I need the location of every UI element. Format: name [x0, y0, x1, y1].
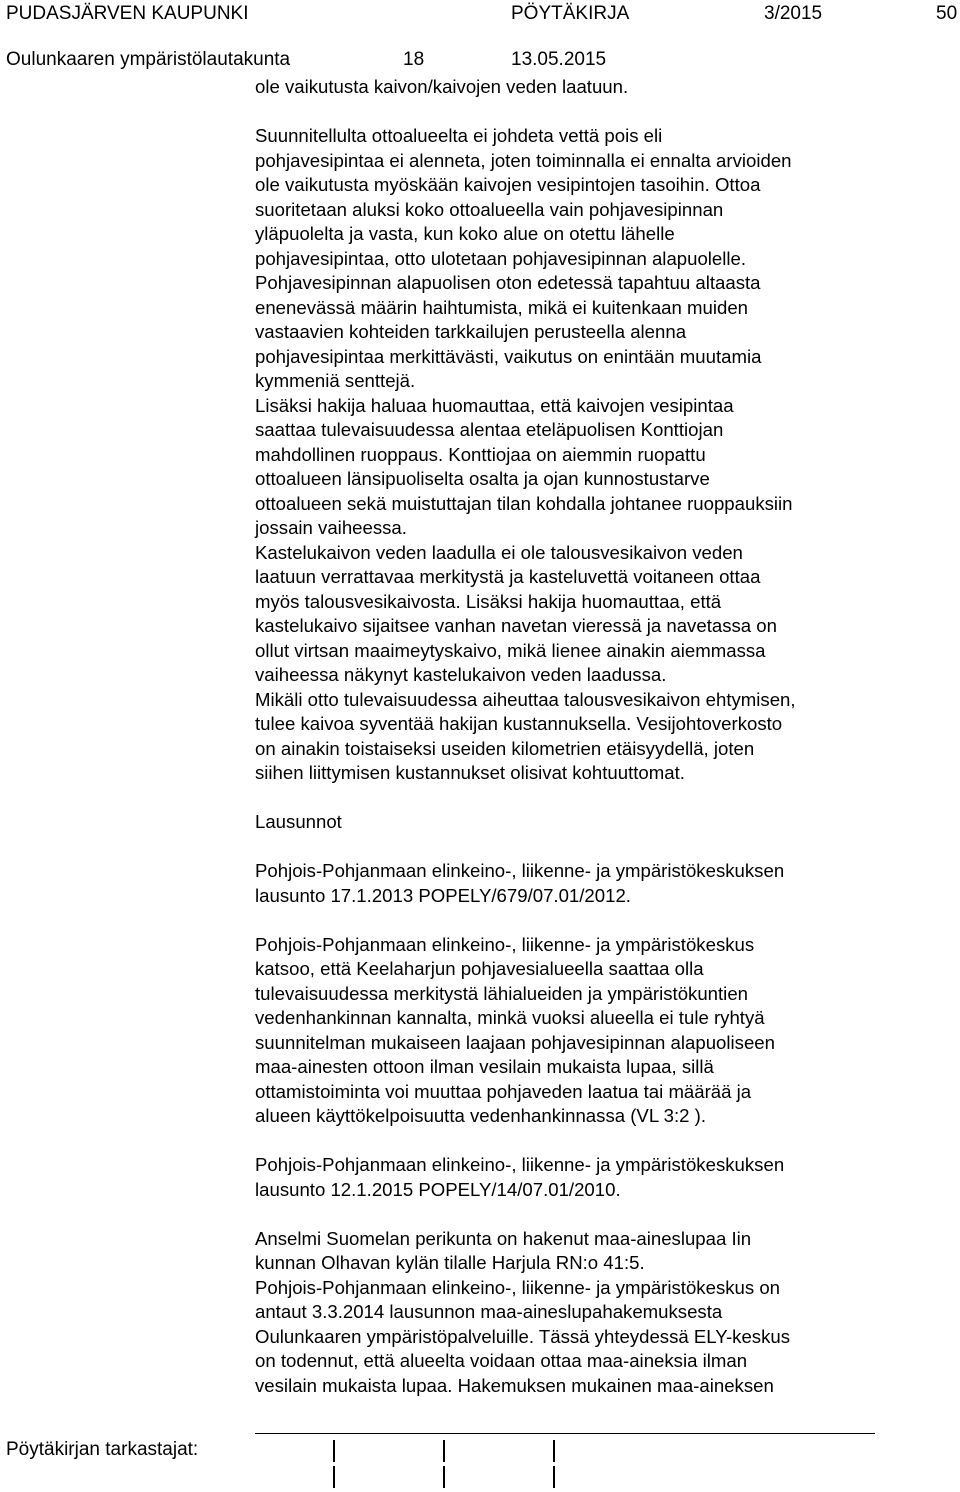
text-line: suunnitelman mukaiseen laajaan pohjavesipinnan alapuoliseen — [255, 1031, 775, 1053]
document-number: 3/2015 — [764, 3, 823, 24]
section-number: 18 — [403, 49, 425, 70]
paragraph-2 — [255, 124, 895, 786]
section-heading: Lausunnot — [255, 811, 342, 832]
text-line: mahdollinen ruoppaus. Konttiojaa on aiemmin ruopattu — [255, 443, 706, 465]
text-line: Pohjois-Pohjanmaan elinkeino-, liikenne- ja ympäristökeskus on — [255, 1276, 781, 1298]
text-line: pohjavesipintaa merkittävästi, vaikutus on enintään muutamia — [255, 345, 762, 367]
signature-line — [333, 1466, 335, 1488]
paragraph-6 — [255, 1227, 895, 1399]
document-body — [255, 75, 895, 1398]
text-line: on ainakin toistaiseksi useiden kilometrien etäisyydellä, joten — [255, 737, 755, 759]
text-line: laatuun verrattavaa merkitystä ja kasteluvettä voitaneen ottaa — [255, 566, 761, 587]
text-line: on todennut, että alueelta voidaan ottaa maa-aineksia ilman — [255, 1350, 748, 1371]
text-line: ottamistoiminta voi muuttaa pohjaveden laatua tai määrää ja — [255, 1080, 752, 1102]
text-line: saattaa tulevaisuudessa alentaa eteläpuolisen Konttiojan — [255, 419, 724, 440]
organization-name: PUDASJÄRVEN KAUPUNKI — [6, 3, 249, 24]
text-line: kymmeniä senttejä. — [255, 370, 416, 391]
text-line: lausunto 12.1.2015 POPELY/14/07.01/2010. — [255, 1178, 621, 1200]
text-line: antaut 3.3.2014 lausunnon maa-aineslupahakemuksesta — [255, 1301, 723, 1322]
text-line: Anselmi Suomelan perikunta on hakenut maa-aineslupaa Iin — [255, 1227, 752, 1249]
text-line: pohjavesipintaa, otto ulotetaan pohjavesipinnan alapuolelle. — [255, 247, 747, 269]
text-line: Pohjavesipinnan alapuolisen oton edetessä tapahtuu altaasta — [255, 272, 761, 293]
text-line: Lisäksi hakija haluaa huomauttaa, että kaivojen vesipintaa — [255, 394, 734, 416]
paragraph-1 — [255, 75, 895, 100]
text-line: suoritetaan aluksi koko ottoalueella vain pohjavesipinnan — [255, 198, 724, 220]
text-line: vesilain mukaista lupaa. Hakemuksen mukainen maa-aineksen — [255, 1374, 774, 1396]
text-line: jossain vaiheessa. — [255, 517, 407, 538]
text-line: vedenhankinnan kannalta, minkä vuoksi alueella ei tule ryhtyä — [255, 1007, 765, 1028]
text-line: yläpuolelta ja vasta, kun koko alue on otettu lähelle — [255, 223, 675, 244]
text-line: ollut virtsan maaimeytyskaivo, mikä lienee ainakin aiemmassa — [255, 639, 766, 661]
meeting-date: 13.05.2015 — [511, 49, 607, 70]
signature-line — [443, 1440, 445, 1462]
text-line: ole vaikutusta myöskään kaivojen vesipintojen tasoihin. Ottoa — [255, 174, 761, 195]
text-line: Mikäli otto tulevaisuudessa aiheuttaa talousvesikaivon ehtymisen, — [255, 688, 796, 710]
text-line: Pohjois-Pohjanmaan elinkeino-, liikenne- ja ympäristökeskuksen — [255, 1154, 785, 1175]
document-type: PÖYTÄKIRJA — [511, 3, 630, 24]
paragraph-4 — [255, 933, 895, 1129]
text-line: tulee kaivoa syventää hakijan kustannuksella. Vesijohtoverkosto — [255, 713, 783, 734]
text-line: pohjavesipintaa ei alenneta, joten toiminnalla ei ennalta arvioiden — [255, 149, 792, 171]
text-line: kastelukaivo sijaitsee vanhan navetan vieressä ja navetassa on — [255, 615, 777, 636]
text-line: alueen käyttökelpoisuutta vedenhankinnassa (VL 3:2 ). — [255, 1105, 707, 1126]
text-line: Pohjois-Pohjanmaan elinkeino-, liikenne- ja ympäristökeskus — [255, 933, 755, 955]
text-line: siihen liittymisen kustannukset olisivat kohtuuttomat. — [255, 762, 685, 783]
paragraph-5 — [255, 1153, 895, 1202]
text-line: tulevaisuudessa merkitystä lähialueiden ja ympäristökuntien — [255, 982, 748, 1004]
inspectors-label: Pöytäkirjan tarkastajat: — [6, 1439, 199, 1460]
text-line: Suunnitellulta ottoalueelta ei johdeta vettä pois eli — [255, 125, 663, 146]
text-line: myös talousvesikaivosta. Lisäksi hakija huomauttaa, että — [255, 590, 722, 612]
text-line: vastaavien kohteiden tarkkailujen perusteella alenna — [255, 321, 687, 342]
text-line: ole vaikutusta kaivon/kaivojen veden laatuun. — [255, 76, 629, 97]
text-line: Kastelukaivon veden laadulla ei ole talousvesikaivon veden — [255, 541, 743, 563]
signature-line — [553, 1466, 555, 1488]
text-line: maa-ainesten ottoon ilman vesilain mukaista lupaa, sillä — [255, 1056, 714, 1077]
footer-divider — [255, 1433, 875, 1434]
text-line: vaiheessa näkynyt kastelukaivon veden laadussa. — [255, 664, 667, 685]
text-line: katsoo, että Keelaharjun pohjavesialueella saattaa olla — [255, 958, 704, 979]
board-name: Oulunkaaren ympäristölautakunta — [6, 49, 291, 70]
text-line: lausunto 17.1.2013 POPELY/679/07.01/2012. — [255, 884, 631, 906]
signature-line — [443, 1466, 445, 1488]
signature-line — [553, 1440, 555, 1462]
text-line: kunnan Olhavan kylän tilalle Harjula RN:o 41:5. — [255, 1252, 645, 1273]
text-line: Oulunkaaren ympäristöpalveluille. Tässä yhteydessä ELY-keskus — [255, 1325, 791, 1347]
text-line: Pohjois-Pohjanmaan elinkeino-, liikenne- ja ympäristökeskuksen — [255, 860, 785, 881]
text-line: enenevässä määrin haihtumista, mikä ei kuitenkaan muiden — [255, 296, 749, 318]
text-line: ottoalueen länsipuoliselta osalta ja ojan kunnostustarve — [255, 468, 710, 489]
page-number: 50 — [936, 3, 958, 24]
signature-line — [333, 1440, 335, 1462]
text-line: ottoalueen sekä muistuttajan tilan kohdalla johtanee ruoppauksiin — [255, 492, 793, 514]
paragraph-3 — [255, 859, 895, 908]
